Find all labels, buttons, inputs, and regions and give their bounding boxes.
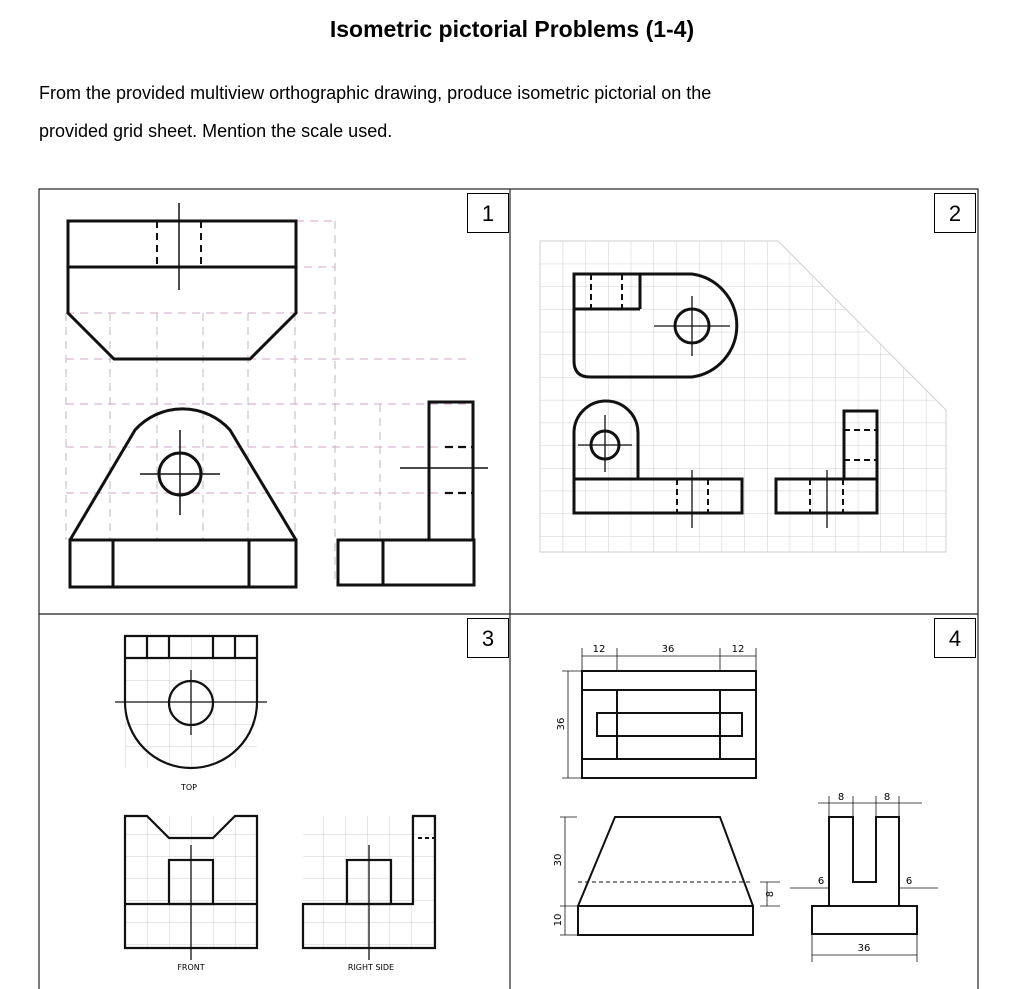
dim-wall-left: 6	[817, 876, 825, 887]
dim-top-depth: 36	[556, 717, 567, 731]
problem-number-1: 1	[467, 193, 509, 233]
top-view-label: TOP	[180, 783, 198, 792]
right-side-view-label: RIGHT SIDE	[347, 963, 395, 972]
problem-number-3: 3	[467, 618, 509, 658]
front-view-label: FRONT	[177, 963, 205, 972]
problem-number-2: 2	[934, 193, 976, 233]
problem-1-drawing	[66, 203, 488, 587]
page-title: Isometric pictorial Problems (1-4)	[329, 16, 695, 42]
dim-wall-right: 6	[905, 876, 913, 887]
dim-step: 8	[765, 890, 776, 898]
dim-top-mid: 36	[661, 644, 675, 655]
dim-slot-left: 8	[837, 792, 845, 803]
dim-top-left: 12	[592, 644, 606, 655]
dim-top-right: 12	[731, 644, 745, 655]
problem-4-drawing	[553, 644, 938, 962]
dim-base-height: 10	[553, 913, 564, 927]
problem-2-drawing	[540, 241, 946, 552]
problem-3-drawing	[115, 636, 435, 972]
dim-base-width: 36	[857, 943, 871, 954]
instructions-line-2: provided grid sheet. Mention the scale used.	[39, 121, 393, 141]
problem-number-4: 4	[934, 618, 976, 658]
dim-front-height: 30	[553, 853, 564, 867]
dim-slot-right: 8	[883, 792, 891, 803]
instructions-line-1: From the provided multiview orthographic drawing, produce isometric pictorial on the	[39, 83, 712, 103]
